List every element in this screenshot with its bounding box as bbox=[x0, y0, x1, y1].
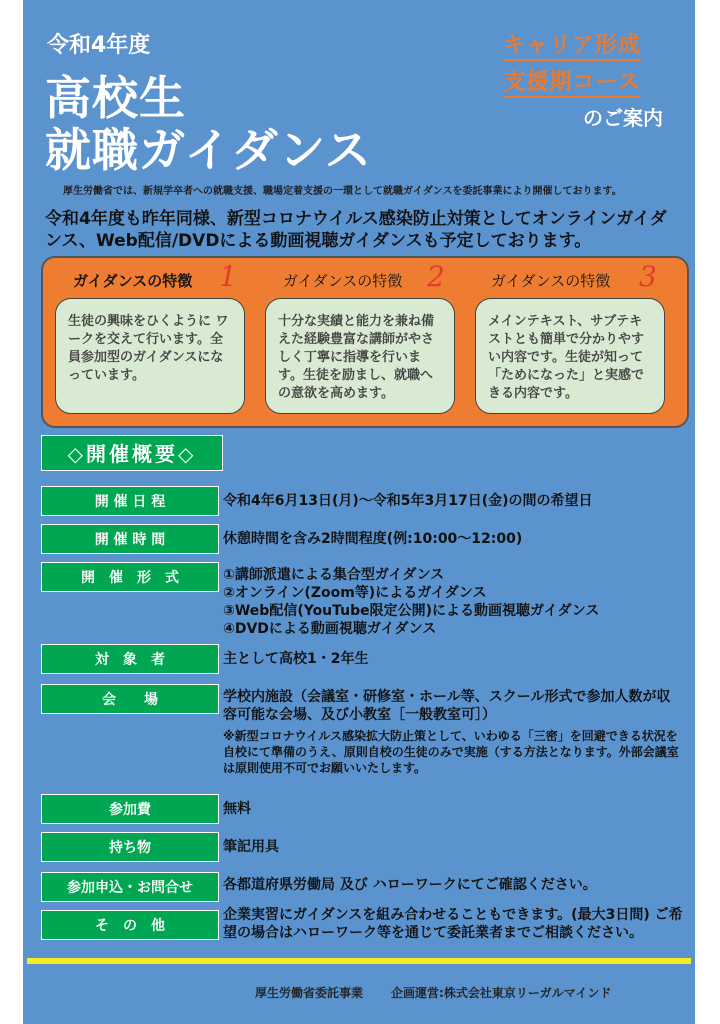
feature-box-1: 生徒の興味をひくように ワークを交えて行います。全員参加型のガイダンスになっています。 bbox=[55, 298, 245, 414]
footer bbox=[255, 984, 611, 1001]
features-panel bbox=[41, 256, 689, 428]
label-fee: 参加費 bbox=[41, 794, 219, 824]
ministry-note: 厚生労働省では、新規学卒者への就職支援、職場定着支援の一環として就職ガイダンスを委託事業により開催しております。 bbox=[63, 186, 622, 197]
fiscal-year: 令和4年度 bbox=[47, 33, 151, 58]
value-target: 主として高校1・2年生 bbox=[223, 651, 369, 667]
label-time: 開 催 時 間 bbox=[41, 524, 219, 554]
intro-text: 令和4年度も昨年同様、新型コロナウイルス感染防止対策としてオンラインガイダンス、Web配信/DVDによる動画視聴ガイダンスも予定しております。 bbox=[45, 209, 667, 251]
course-line-1: キャリア形成 bbox=[503, 28, 641, 61]
feature-number-1: 1 bbox=[219, 260, 237, 293]
value-time: 休憩時間を含み2時間程度(例:10:00～12:00) bbox=[223, 531, 523, 547]
footer-left: 厚生労働省委託事業 bbox=[255, 986, 364, 1000]
title-line-1: 高校生 bbox=[45, 71, 186, 125]
label-date: 開 催 日 程 bbox=[41, 486, 219, 516]
label-target: 対 象 者 bbox=[41, 644, 219, 674]
label-apply: 参加申込・お問合せ bbox=[41, 872, 219, 902]
value-format-list bbox=[223, 566, 683, 638]
feature-box-3: メインテキスト、サブテキストとも簡単で分かりやすい内容です。生徒が知って「ためになった」と実感できる内容です。 bbox=[475, 298, 665, 414]
value-venue: 学校内施設（会議室・研修室・ホール等、スクール形式で参加人数が収容可能な会場、及び小教室［一般教室可］） bbox=[223, 689, 671, 723]
format-item: ①講師派遣による集合型ガイダンス bbox=[223, 567, 445, 583]
feature-heading-2: ガイダンスの特徴 2 bbox=[283, 260, 445, 293]
value-items: 筆記用具 bbox=[223, 839, 279, 855]
venue-note: ※新型コロナウイルス感染拡大防止策として、いわゆる「三密」を回避できる状況を自校にて準備のうえ、原則自校の生徒のみで実施（する方法となります。外部会議室は原則使用不可でお願いいたします。 bbox=[223, 729, 679, 775]
feature-heading-1: ガイダンスの特徴 1 bbox=[73, 260, 237, 293]
feature-box-2: 十分な実績と能力を兼ね備えた経験豊富な講師がやさしく丁寧に指導を行います。生徒を励まし、就職への意欲を高めます。 bbox=[265, 298, 455, 414]
format-item: ②オンライン(Zoom等)によるガイダンス bbox=[223, 585, 487, 601]
label-format: 開 催 形 式 bbox=[41, 562, 219, 592]
title-line-2: 就職ガイダンス bbox=[45, 123, 372, 177]
format-item: ④DVDによる動画視聴ガイダンス bbox=[223, 621, 437, 637]
course-badge bbox=[493, 28, 663, 131]
label-venue: 会 場 bbox=[41, 684, 219, 714]
course-suffix: のご案内 bbox=[583, 106, 663, 130]
flyer-page bbox=[23, 0, 695, 1024]
value-fee: 無料 bbox=[223, 801, 251, 817]
label-other: そ の 他 bbox=[41, 910, 219, 940]
format-item: ③Web配信(YouTube限定公開)による動画視聴ガイダンス bbox=[223, 603, 600, 619]
feature-number-3: 3 bbox=[639, 260, 657, 293]
footer-right: 企画運営:株式会社東京リーガルマインド bbox=[391, 986, 612, 1000]
course-line-2: 支援期コース bbox=[504, 65, 641, 98]
section-title: ◇開催概要◇ bbox=[41, 435, 223, 471]
value-date: 令和4年6月13日(月)～令和5年3月17日(金)の間の希望日 bbox=[223, 493, 593, 509]
feature-heading-3: ガイダンスの特徴 3 bbox=[491, 260, 657, 293]
footer-divider bbox=[27, 958, 691, 964]
value-other: 企業実習にガイダンスを組み合わせることもできます。(最大3日間) ご希望の場合はハローワーク等を通じて委託業者までご相談ください。 bbox=[223, 907, 683, 941]
feature-number-2: 2 bbox=[427, 260, 445, 293]
label-items: 持ち物 bbox=[41, 832, 219, 862]
value-apply: 各都道府県労働局 及び ハローワークにてご確認ください。 bbox=[223, 877, 597, 893]
